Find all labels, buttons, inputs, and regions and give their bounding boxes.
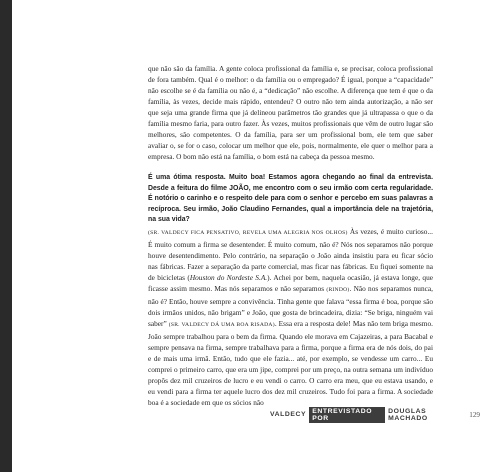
answer-text: ). Achei por bem, naquela ocasião, já estava longe, que ficasse assim mesmo. Mas nós separamos e não separamos [148,272,433,293]
answer-text: . Essa era a resposta dele! Mas não tem briga mesmo. João sempre trabalhou para o bem da firma. Quando ele morava em Cajazeiras, a para Bacabal e sempre pensava na firma, sempre trabalhava para a firma, porque a firma era de nós dois, do pai e de mais uma irmã. Então, tudo que ele fazia... até, por exemplo, se vendesse um carro... Eu comprei o primeiro carro, que era um jipe, comprei por um preço, na outra semana um indivíduo propôs dez mil cruzeiros de lucro e eu vendi o carro. O carro era meu, que eu estava usando, e eu vendi para a firma ter aquele lucro dos dez mil cruzeiros. Tudo foi para a firma. A sociedade boa é a sociedade em que os sócios não [148,318,433,407]
paragraph-answer-family: que não são da família. A gente coloca profissional da família e, se precisar, coloca profissional de fora também. Qual é o melhor: o da família ou o empregado? É igual, porque a “capacidade” não escolhe se é da família ou não é, a “dedicação” não escolhe. A diferença que tem é que o da família, às vezes, decide mais rápido, entendeu? O outro não tem ainda autorização, a não ser que seja uma grande firma que já delineou parâmetros tão grandes que já ultrapassa o que o da família mesmo faria, para outro fazer. Às vezes, muitos profissionais que vêm de outro lugar são melhores, são competentes. O da família, para ser um profissional bom, ele tem que saber avaliar o, se for o caso, colocar um melhor que ele, pois, normalmente, ele quer o melhor para a empresa. O bom não está na família, o bom está na cabeça da pessoa mesmo. [148,64,433,161]
left-edge-bar [0,0,12,472]
stage-direction: (SR. VALDECY FICA PENSATIVO, REVELA UMA ALEGRIA NOS OLHOS) [148,229,348,236]
page-number: 129 [469,410,480,419]
stage-direction: (SR. VALDECY DÁ UMA BOA RISADA) [168,321,275,328]
paragraph-answer-brother [148,226,433,408]
stage-direction: (RINDO) [326,286,350,293]
interview-question: É uma ótima resposta. Muito boa! Estamos agora chegando ao final da entrevista. Desde a feitura do filme JOÃO, me encontro com o seu irmão com certa regularidade. É notório o carinho e o respeito dele para com o senhor e percebo em suas palavras a recíproca. Seu irmão, João Claudino Fernandes, qual a importância dele na trajetória, na sua vida? [148,174,433,223]
running-footer [270,409,480,420]
company-name: Houston do Nordeste S.A. [189,272,268,282]
footer-author: DOUGLAS MACHADO [388,407,428,422]
footer-interviewee: VALDECY [270,411,307,418]
page-body [148,63,433,408]
footer-label: ENTREVISTADO POR [309,407,385,423]
answer-text: Às vezes, é muito curioso... É muito comum a firma se desentender. É muito comum, não é? Nós nos separamos não porque houve desentendimento. Pelo contrário, na separação o João ainda insistiu para eu ficar sócio nas fábricas. Fazer a separação da parte comercial, mas ficar nas fábricas. Eu fiquei somente na de bicicletas ( [148,226,433,282]
answer-text: . Não nos separamos nunca, não é? Então, houve sempre a convivência. Tinha gente que falava “essa firma é boa, porque são dois irmãos unidos, não brigam” e João, que gosta de brincadeira, dizia: “Se briga, ninguém vai saber” [148,283,434,328]
